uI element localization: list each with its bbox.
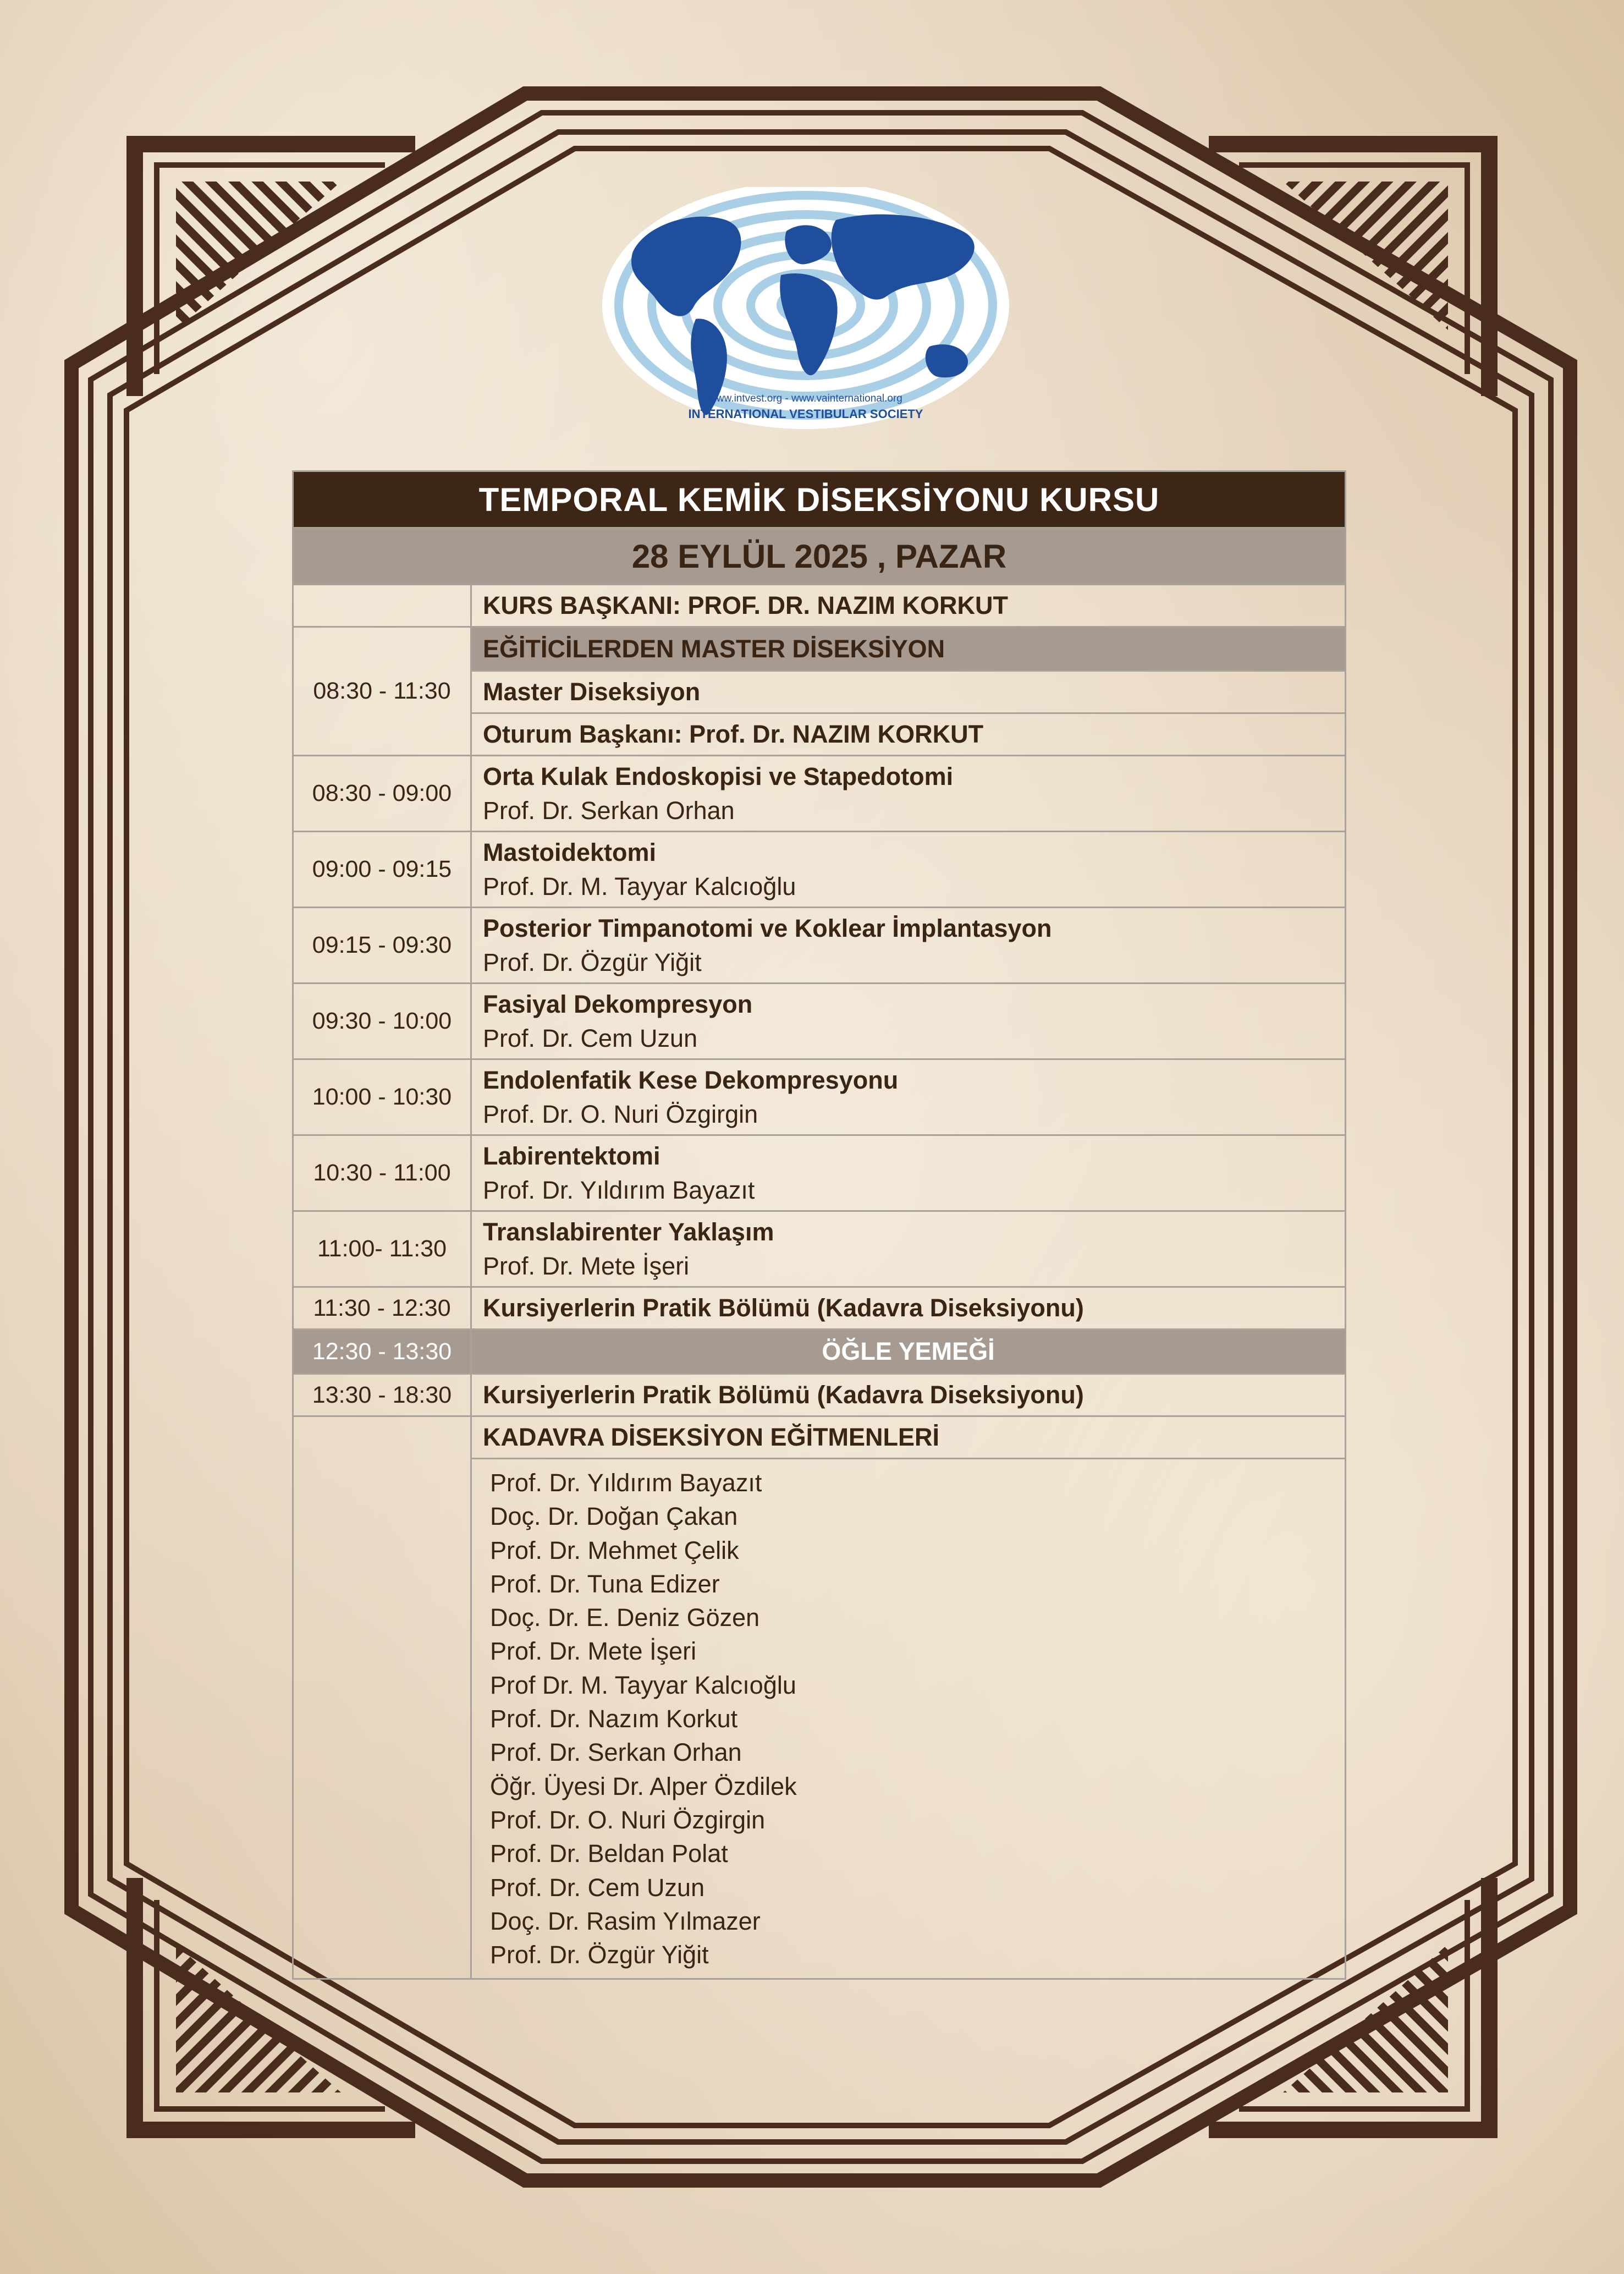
session-time: 08:30 - 09:00 bbox=[293, 756, 471, 832]
international-vestibular-society-logo bbox=[599, 187, 1028, 446]
session-speaker: Prof. Dr. O. Nuri Özgirgin bbox=[483, 1100, 758, 1128]
list-item: Prof. Dr. Nazım Korkut bbox=[490, 1705, 738, 1733]
session-speaker: Prof. Dr. Cem Uzun bbox=[483, 1024, 698, 1052]
session-speaker: Prof. Dr. Yıldırım Bayazıt bbox=[483, 1176, 755, 1204]
list-item: Öğr. Üyesi Dr. Alper Özdilek bbox=[490, 1772, 797, 1800]
session-time: 09:30 - 10:00 bbox=[293, 984, 471, 1059]
session-speaker: Prof. Dr. Mete İşeri bbox=[483, 1251, 690, 1280]
table-row bbox=[293, 1059, 1346, 1135]
lunch-label: ÖĞLE YEMEĞİ bbox=[471, 1330, 1346, 1374]
session-title: Labirentektomi bbox=[483, 1141, 660, 1170]
list-item: Prof. Dr. Özgür Yiğit bbox=[490, 1941, 709, 1969]
master-header-row bbox=[293, 627, 1346, 671]
date-row bbox=[293, 528, 1346, 585]
session-title: Mastoidektomi bbox=[483, 838, 657, 866]
practical-title: Kursiyerlerin Pratik Bölümü (Kadavra Diseksiyonu) bbox=[471, 1374, 1346, 1416]
instructors-list bbox=[471, 1459, 1346, 1979]
list-item: Prof. Dr. Beldan Polat bbox=[490, 1839, 728, 1868]
session-speaker: Prof. Dr. M. Tayyar Kalcıoğlu bbox=[483, 872, 796, 900]
list-item: Prof. Dr. Tuna Edizer bbox=[490, 1569, 720, 1598]
table-row bbox=[293, 832, 1346, 908]
list-item: Prof Dr. M. Tayyar Kalcıoğlu bbox=[490, 1671, 796, 1699]
practical-row bbox=[293, 1287, 1346, 1330]
session-chair: Oturum Başkanı: Prof. Dr. NAZIM KORKUT bbox=[471, 713, 1346, 756]
session-title: Posterior Timpanotomi ve Koklear İmplantasyon bbox=[483, 914, 1052, 942]
list-item: Doç. Dr. Doğan Çakan bbox=[490, 1502, 738, 1531]
list-item: Doç. Dr. Rasim Yılmazer bbox=[490, 1907, 761, 1935]
table-row bbox=[293, 1211, 1346, 1287]
table-row bbox=[293, 756, 1346, 832]
table-row bbox=[293, 908, 1346, 984]
table-row bbox=[293, 984, 1346, 1059]
practical-title: Kursiyerlerin Pratik Bölümü (Kadavra Diseksiyonu) bbox=[471, 1287, 1346, 1330]
course-schedule-table bbox=[292, 470, 1346, 1980]
list-item: Prof. Dr. Yıldırım Bayazıt bbox=[490, 1469, 762, 1497]
list-item: Doç. Dr. E. Deniz Gözen bbox=[490, 1603, 760, 1632]
list-item: Prof. Dr. Serkan Orhan bbox=[490, 1738, 742, 1767]
session-time: 10:30 - 11:00 bbox=[293, 1135, 471, 1211]
practical-time: 13:30 - 18:30 bbox=[293, 1374, 471, 1416]
session-title: Translabirenter Yaklaşım bbox=[483, 1217, 774, 1246]
master-time: 08:30 - 11:30 bbox=[293, 627, 471, 756]
empty-time-cell bbox=[293, 1416, 471, 1979]
session-speaker: Prof. Dr. Özgür Yiğit bbox=[483, 948, 702, 976]
logo-org-name: INTERNATIONAL VESTIBULAR SOCIETY bbox=[688, 407, 923, 421]
session-time: 09:00 - 09:15 bbox=[293, 832, 471, 908]
practical-time: 11:30 - 12:30 bbox=[293, 1287, 471, 1330]
session-title: Fasiyal Dekompresyon bbox=[483, 990, 753, 1018]
session-title: Endolenfatik Kese Dekompresyonu bbox=[483, 1065, 899, 1094]
course-chair: KURS BAŞKANI: PROF. DR. NAZIM KORKUT bbox=[471, 585, 1346, 627]
course-date: 28 EYLÜL 2025 , PAZAR bbox=[293, 528, 1346, 585]
session-time: 10:00 - 10:30 bbox=[293, 1059, 471, 1135]
list-item: Prof. Dr. Mehmet Çelik bbox=[490, 1536, 739, 1564]
list-item: Prof. Dr. Mete İşeri bbox=[490, 1637, 697, 1666]
master-header: EĞİTİCİLERDEN MASTER DİSEKSİYON bbox=[471, 627, 1346, 671]
chair-row bbox=[293, 585, 1346, 627]
lunch-row bbox=[293, 1330, 1346, 1374]
list-item: Prof. Dr. O. Nuri Özgirgin bbox=[490, 1805, 766, 1834]
title-row bbox=[293, 471, 1346, 528]
instructors-header: KADAVRA DİSEKSİYON EĞİTMENLERİ bbox=[471, 1416, 1346, 1459]
session-title: Orta Kulak Endoskopisi ve Stapedotomi bbox=[483, 762, 954, 790]
session-time: 11:00- 11:30 bbox=[293, 1211, 471, 1287]
practical-row bbox=[293, 1374, 1346, 1416]
session-speaker: Prof. Dr. Serkan Orhan bbox=[483, 796, 735, 825]
course-title: TEMPORAL KEMİK DİSEKSİYONU KURSU bbox=[293, 471, 1346, 528]
master-title: Master Diseksiyon bbox=[471, 671, 1346, 713]
list-item: Prof. Dr. Cem Uzun bbox=[490, 1873, 705, 1902]
session-time: 09:15 - 09:30 bbox=[293, 908, 471, 984]
empty-time-cell bbox=[293, 585, 471, 627]
lunch-time: 12:30 - 13:30 bbox=[293, 1330, 471, 1374]
table-row bbox=[293, 1135, 1346, 1211]
logo-urls: www.intvest.org - www.vainternational.org bbox=[709, 393, 902, 404]
instructors-header-row bbox=[293, 1416, 1346, 1459]
